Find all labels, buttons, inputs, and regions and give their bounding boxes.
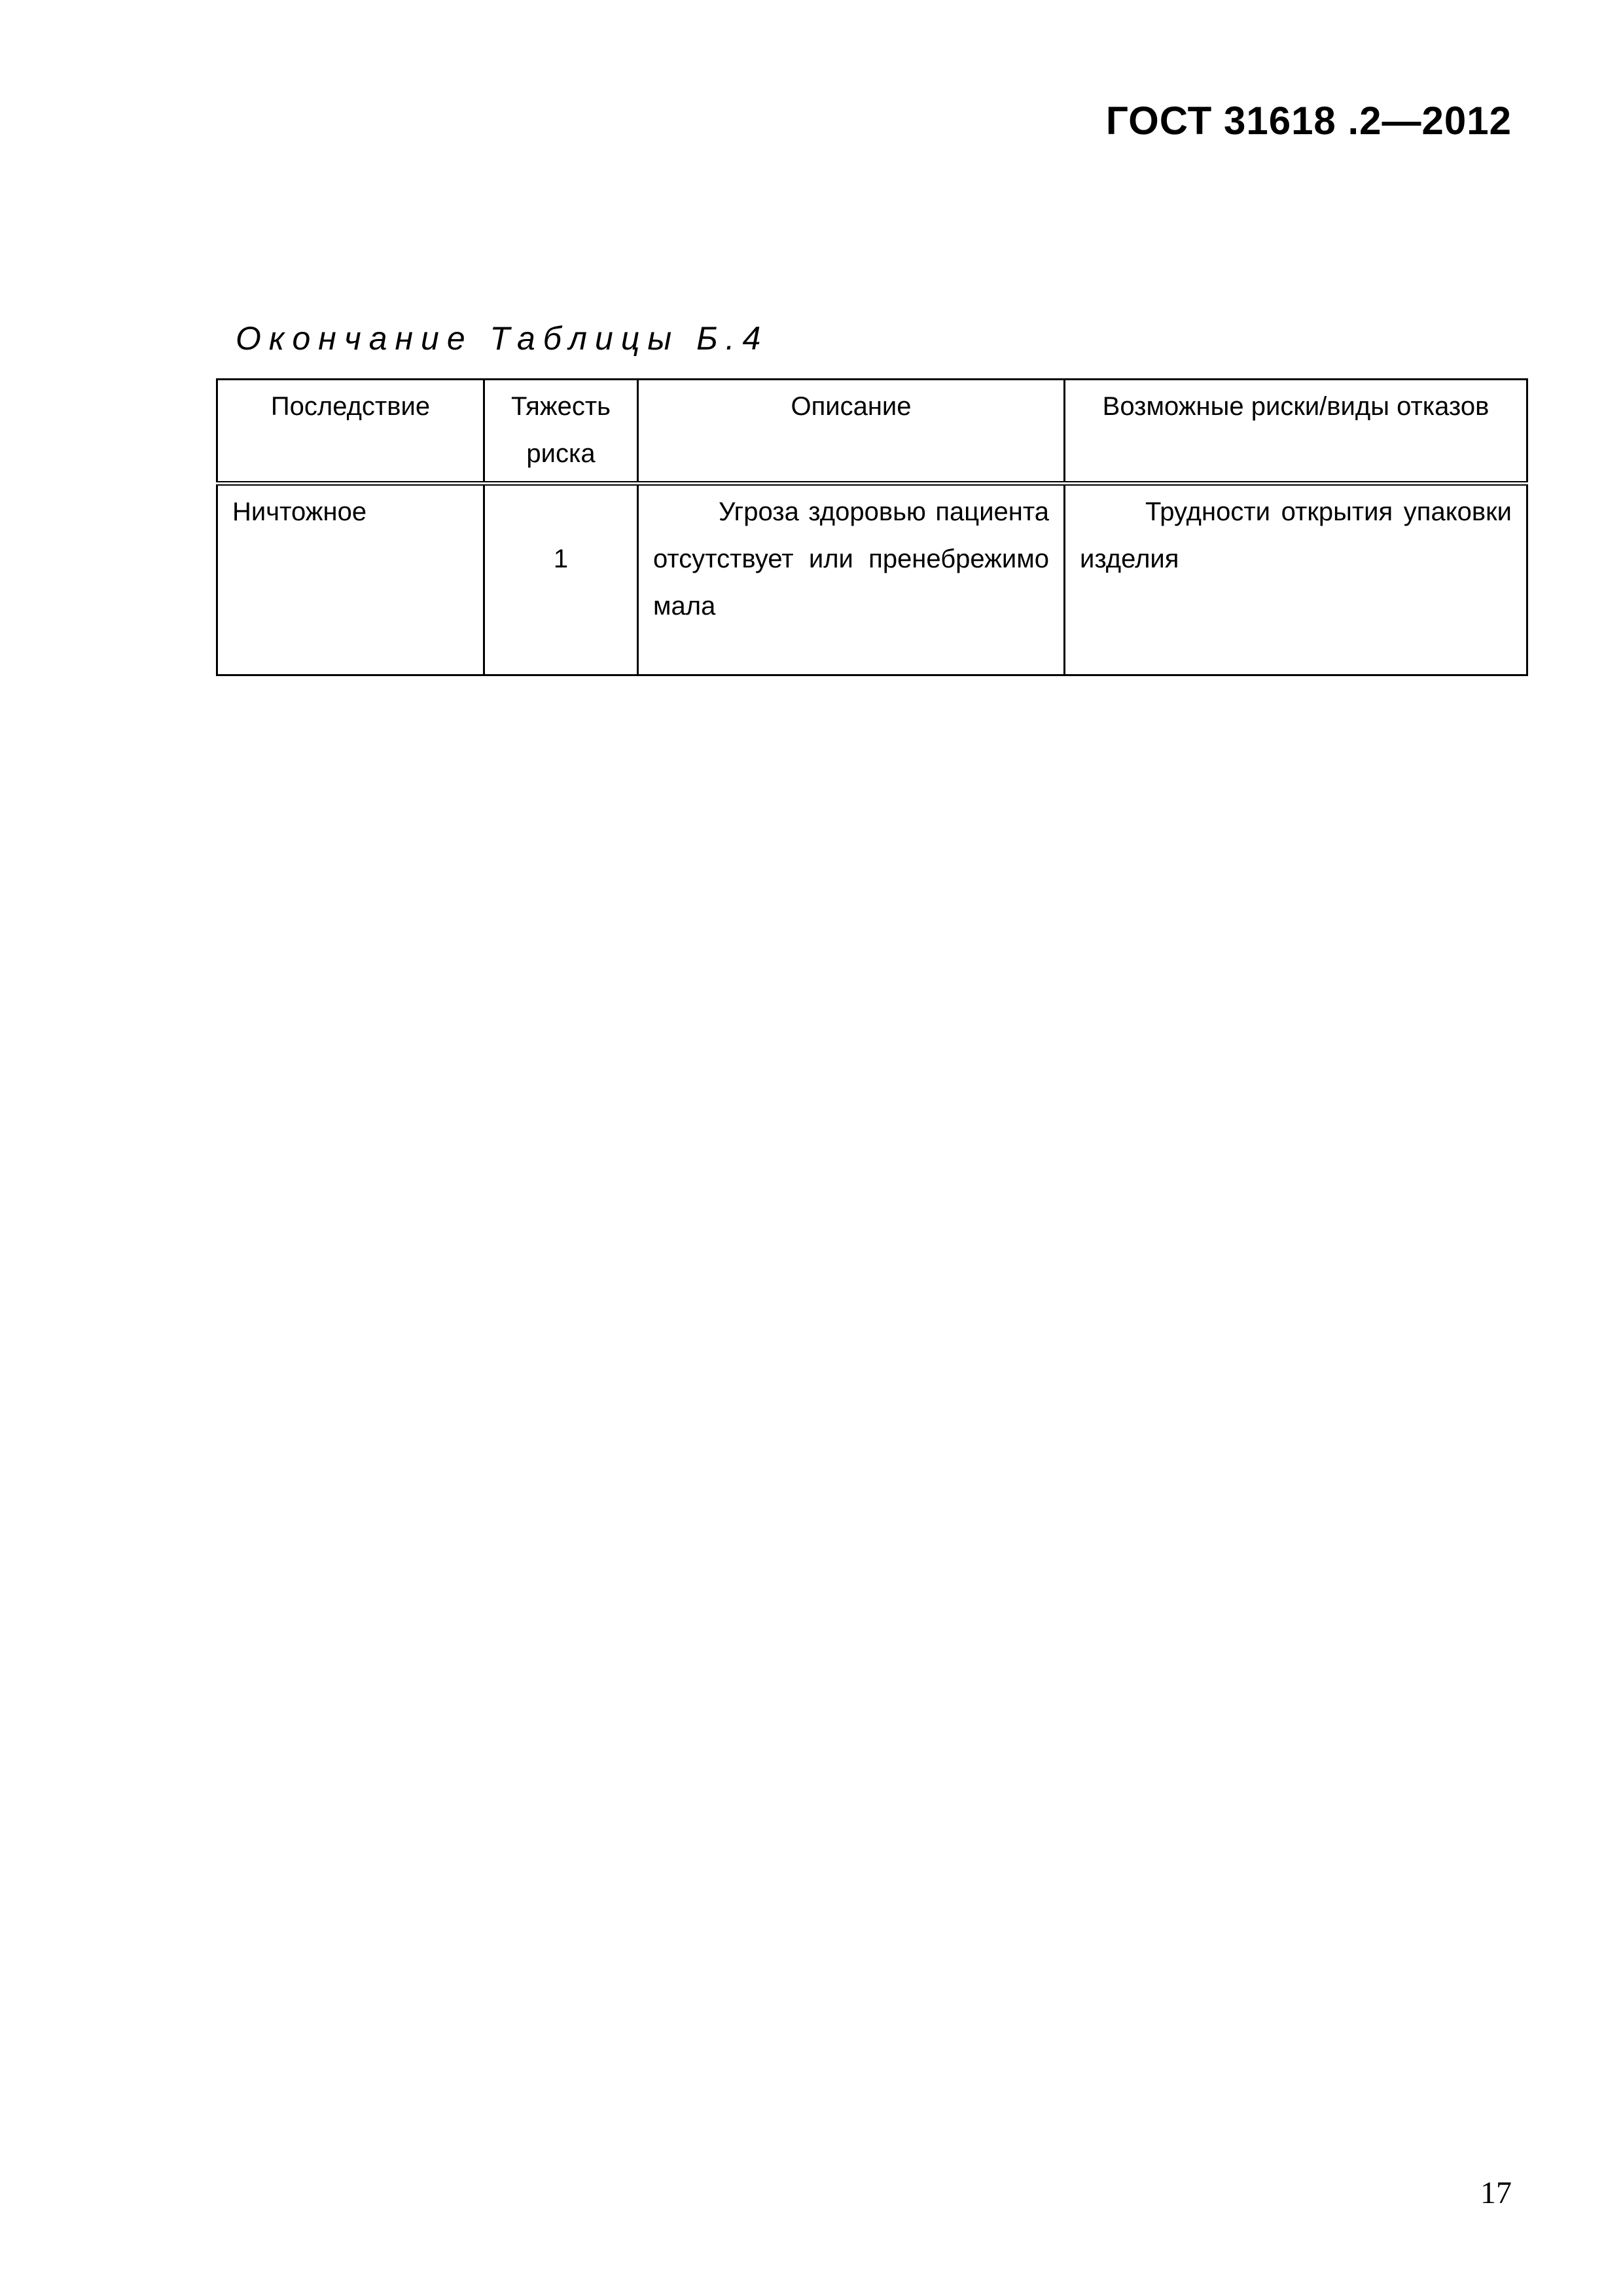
cell-description: Угроза здоровью пациента отсутствует или пренебрежимо мала bbox=[638, 484, 1065, 675]
cell-severity: 1 bbox=[484, 484, 638, 675]
document-code: ГОСТ 31618 .2—2012 bbox=[1105, 99, 1512, 143]
page-number: 17 bbox=[1480, 2176, 1512, 2210]
table-header-row bbox=[217, 380, 1527, 484]
cell-risks: Трудности открытия упаковки изделия bbox=[1065, 484, 1527, 675]
table-header bbox=[217, 380, 1527, 484]
table-container bbox=[216, 378, 1526, 676]
table-caption: Окончание Таблицы Б.4 bbox=[236, 320, 769, 357]
table-body bbox=[217, 484, 1527, 675]
column-header-consequence: Последствие bbox=[217, 380, 484, 484]
column-header-risks: Возможные риски/виды отказов bbox=[1065, 380, 1527, 484]
risk-severity-table bbox=[216, 378, 1528, 676]
column-header-severity: Тяжесть риска bbox=[484, 380, 638, 484]
table-row bbox=[217, 484, 1527, 675]
column-header-description: Описание bbox=[638, 380, 1065, 484]
cell-consequence: Ничтожное bbox=[217, 484, 484, 675]
